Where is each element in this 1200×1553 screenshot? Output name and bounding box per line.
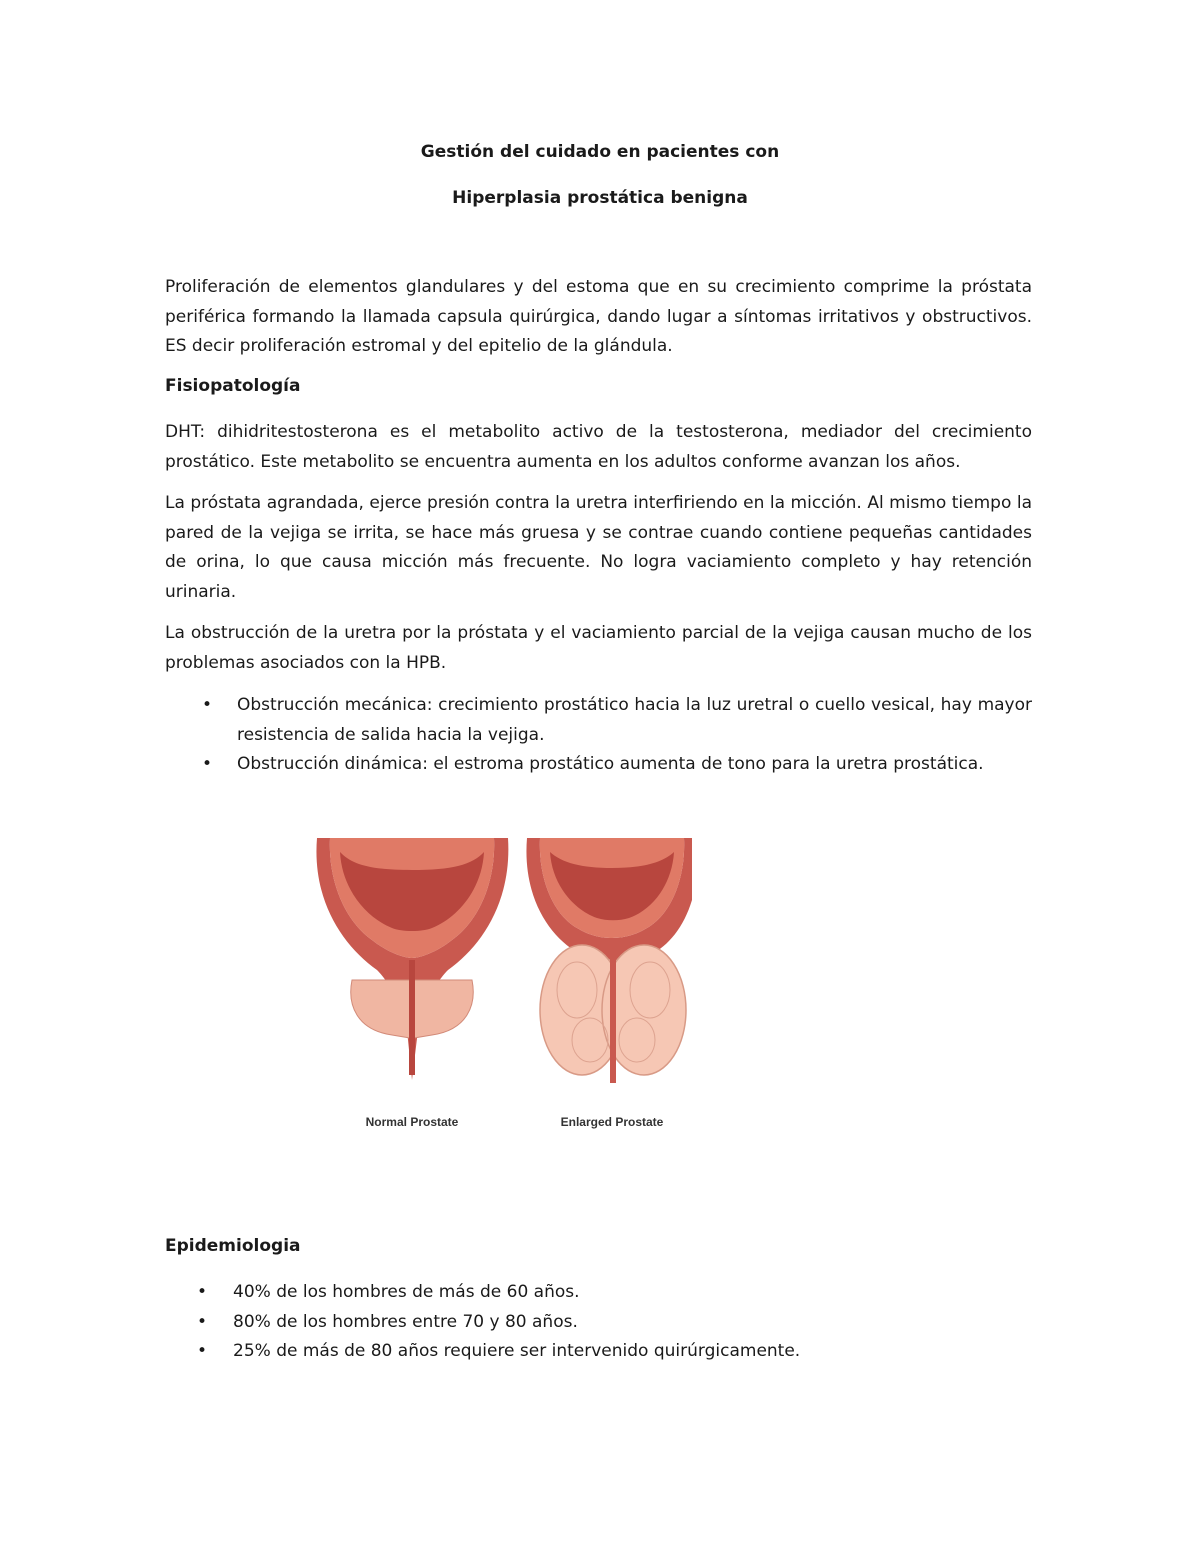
epidemiologia-bullet-list <box>165 1278 1032 1367</box>
caption-enlarged-prostate: Enlarged Prostate <box>560 1115 664 1129</box>
bullet-text: 40% de los hombres de más de 60 años. <box>233 1282 580 1302</box>
title-line-2: Hiperplasia prostática benigna <box>452 188 748 208</box>
paragraph-dht: DHT: dihidritestosterona es el metabolito activo de la testosterona, mediador del crecimiento prostático. Este metabolito se encuentra aumenta en los adultos conforme avanzan los años. <box>165 422 1032 472</box>
list-item <box>165 691 1032 750</box>
prostate-diagram <box>312 830 692 1130</box>
list-item <box>165 1337 1032 1367</box>
bullet-icon: • <box>197 1341 208 1361</box>
heading-epidemiologia: Epidemiologia <box>165 1236 301 1256</box>
heading-fisiopatologia: Fisiopatología <box>165 376 301 396</box>
bullet-icon: • <box>197 1311 208 1332</box>
bullet-icon: • <box>197 1282 208 1302</box>
paragraph-obstruccion: La obstrucción de la uretra por la próstata y el vaciamiento parcial de la vejiga causan mucho de los problemas asociados con la HPB. <box>165 623 1032 673</box>
list-item <box>165 1308 1032 1338</box>
bullet-icon: • <box>202 695 213 715</box>
fisiopatologia-bullet-list <box>165 691 1032 780</box>
bullet-text: Obstrucción dinámica: el estroma prostático aumenta de tono para la uretra prostática. <box>237 754 984 774</box>
caption-normal-prostate: Normal Prostate <box>365 1115 459 1129</box>
intro-paragraph: Proliferación de elementos glandulares y del estoma que en su crecimiento comprime la próstata periférica formando la llamada capsula quirúrgica, dando lugar a síntomas irritativos y obstructivos. ES decir proliferación estromal y del epitelio de la glándula. <box>165 277 1032 356</box>
list-item <box>165 1278 1032 1308</box>
bullet-text: 80% de los hombres entre 70 y 80 años. <box>233 1311 578 1332</box>
enlarged-prostate-drawing <box>526 838 692 1083</box>
title-line-1: Gestión del cuidado en pacientes con <box>420 142 780 162</box>
bullet-icon: • <box>202 754 213 774</box>
bullet-text: Obstrucción mecánica: crecimiento prostático hacia la luz uretral o cuello vesical, hay mayor resistencia de salida hacia la vejiga. <box>237 695 1032 745</box>
prostate-illustration <box>312 830 692 1130</box>
paragraph-prostata-agrandada: La próstata agrandada, ejerce presión contra la uretra interfiriendo en la micción. Al mismo tiempo la pared de la vejiga se irrita, se hace más gruesa y se contrae cuando contiene pequeñas cantidades de orina, lo que causa micción más frecuente. No logra vaciamiento completo y hay retención urinaria. <box>165 493 1032 602</box>
normal-prostate-drawing <box>316 838 508 1080</box>
list-item <box>165 750 1032 780</box>
bullet-text: 25% de más de 80 años requiere ser intervenido quirúrgicamente. <box>233 1341 801 1361</box>
